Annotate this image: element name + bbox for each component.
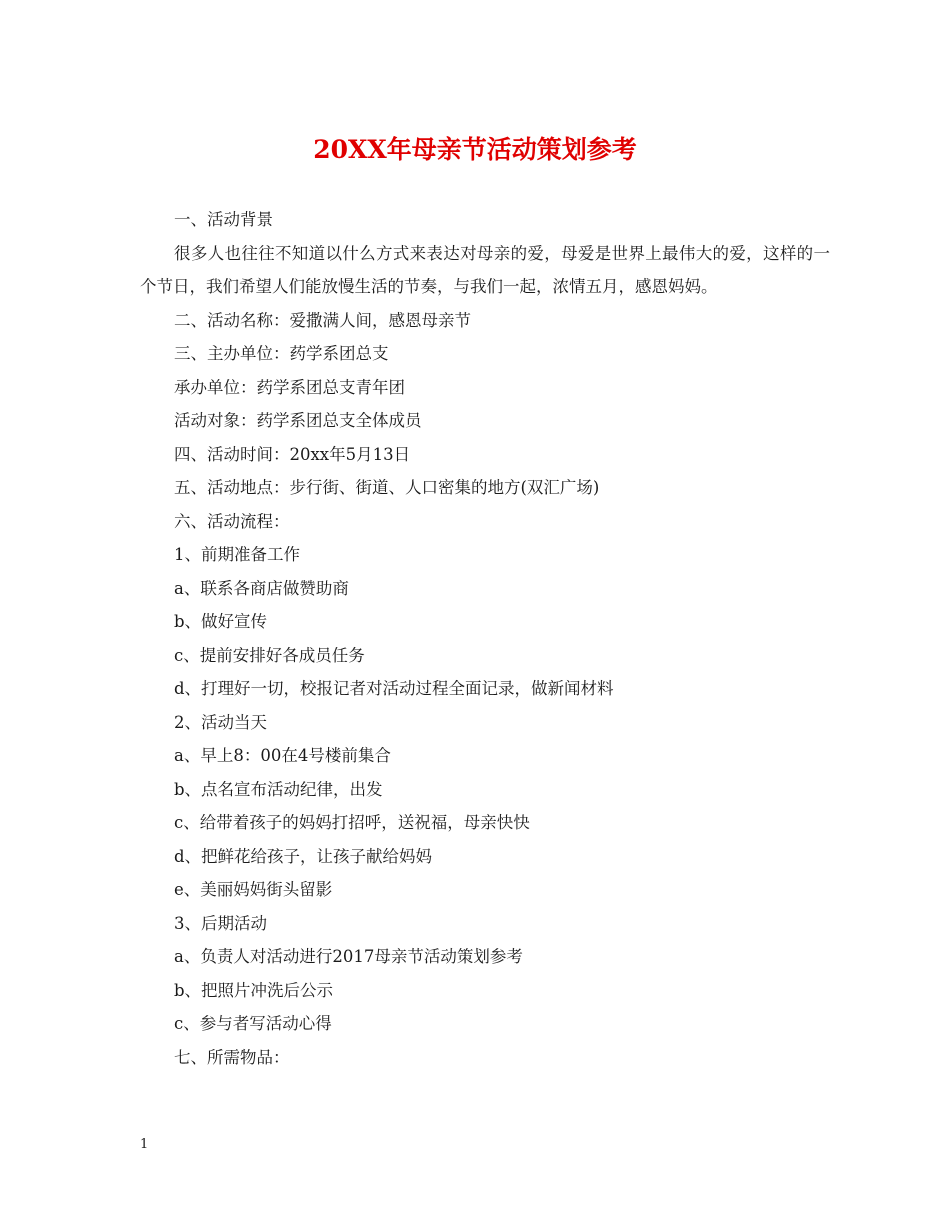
paragraph-background-text: 很多人也往往不知道以什么方式来表达对母亲的爱，母爱是世界上最伟大的爱，这样的一个节日，我们希望人们能放慢生活的节奏，与我们一起，浓情五月，感恩妈妈。	[140, 243, 830, 296]
list-item: c、参与者写活动心得	[174, 1014, 332, 1033]
list-item: b、把照片冲洗后公示	[174, 980, 334, 1000]
list-item: c、提前安排好各成员任务	[174, 645, 365, 665]
paragraph-participants: 活动对象：药学系团总支全体成员	[174, 411, 422, 430]
list-item: d、打理好一切，校报记者对活动过程全面记录，做新闻材料	[174, 679, 614, 698]
paragraph-co-organizer: 承办单位：药学系团总支青年团	[174, 377, 405, 397]
document-title: 20XX年母亲节活动策划参考	[313, 135, 637, 164]
paragraph-section-background-heading: 一、活动背景	[174, 210, 273, 229]
list-item: a、联系各商店做赞助商	[174, 578, 349, 598]
paragraph-organizer: 三、主办单位：药学系团总支	[174, 344, 389, 363]
list-item: a、早上8：00在4号楼前集合	[174, 746, 391, 765]
list-item: c、给带着孩子的妈妈打招呼，送祝福，母亲快快	[174, 813, 530, 832]
list-item: a、负责人对活动进行2017母亲节活动策划参考	[174, 947, 523, 966]
page-number: 1	[140, 1137, 149, 1152]
paragraph-step-3-heading: 3、后期活动	[174, 913, 267, 933]
list-item: b、点名宣布活动纪律，出发	[174, 779, 383, 799]
list-item: d、把鲜花给孩子，让孩子献给妈妈	[174, 846, 433, 866]
paragraph-materials-heading: 七、所需物品：	[174, 1047, 290, 1067]
paragraph-activity-process-heading: 六、活动流程：	[174, 511, 290, 531]
list-item: e、美丽妈妈街头留影	[174, 880, 333, 899]
paragraph-step-1-heading: 1、前期准备工作	[174, 545, 300, 564]
paragraph-activity-location: 五、活动地点：步行街、街道、人口密集的地方(双汇广场)	[174, 478, 600, 497]
paragraph-activity-name: 二、活动名称：爱撒满人间，感恩母亲节	[174, 310, 471, 330]
list-item: b、做好宣传	[174, 612, 268, 631]
paragraph-activity-time: 四、活动时间：20xx年5月13日	[174, 444, 411, 464]
document-body	[140, 203, 830, 1074]
paragraph-step-2-heading: 2、活动当天	[174, 712, 267, 732]
